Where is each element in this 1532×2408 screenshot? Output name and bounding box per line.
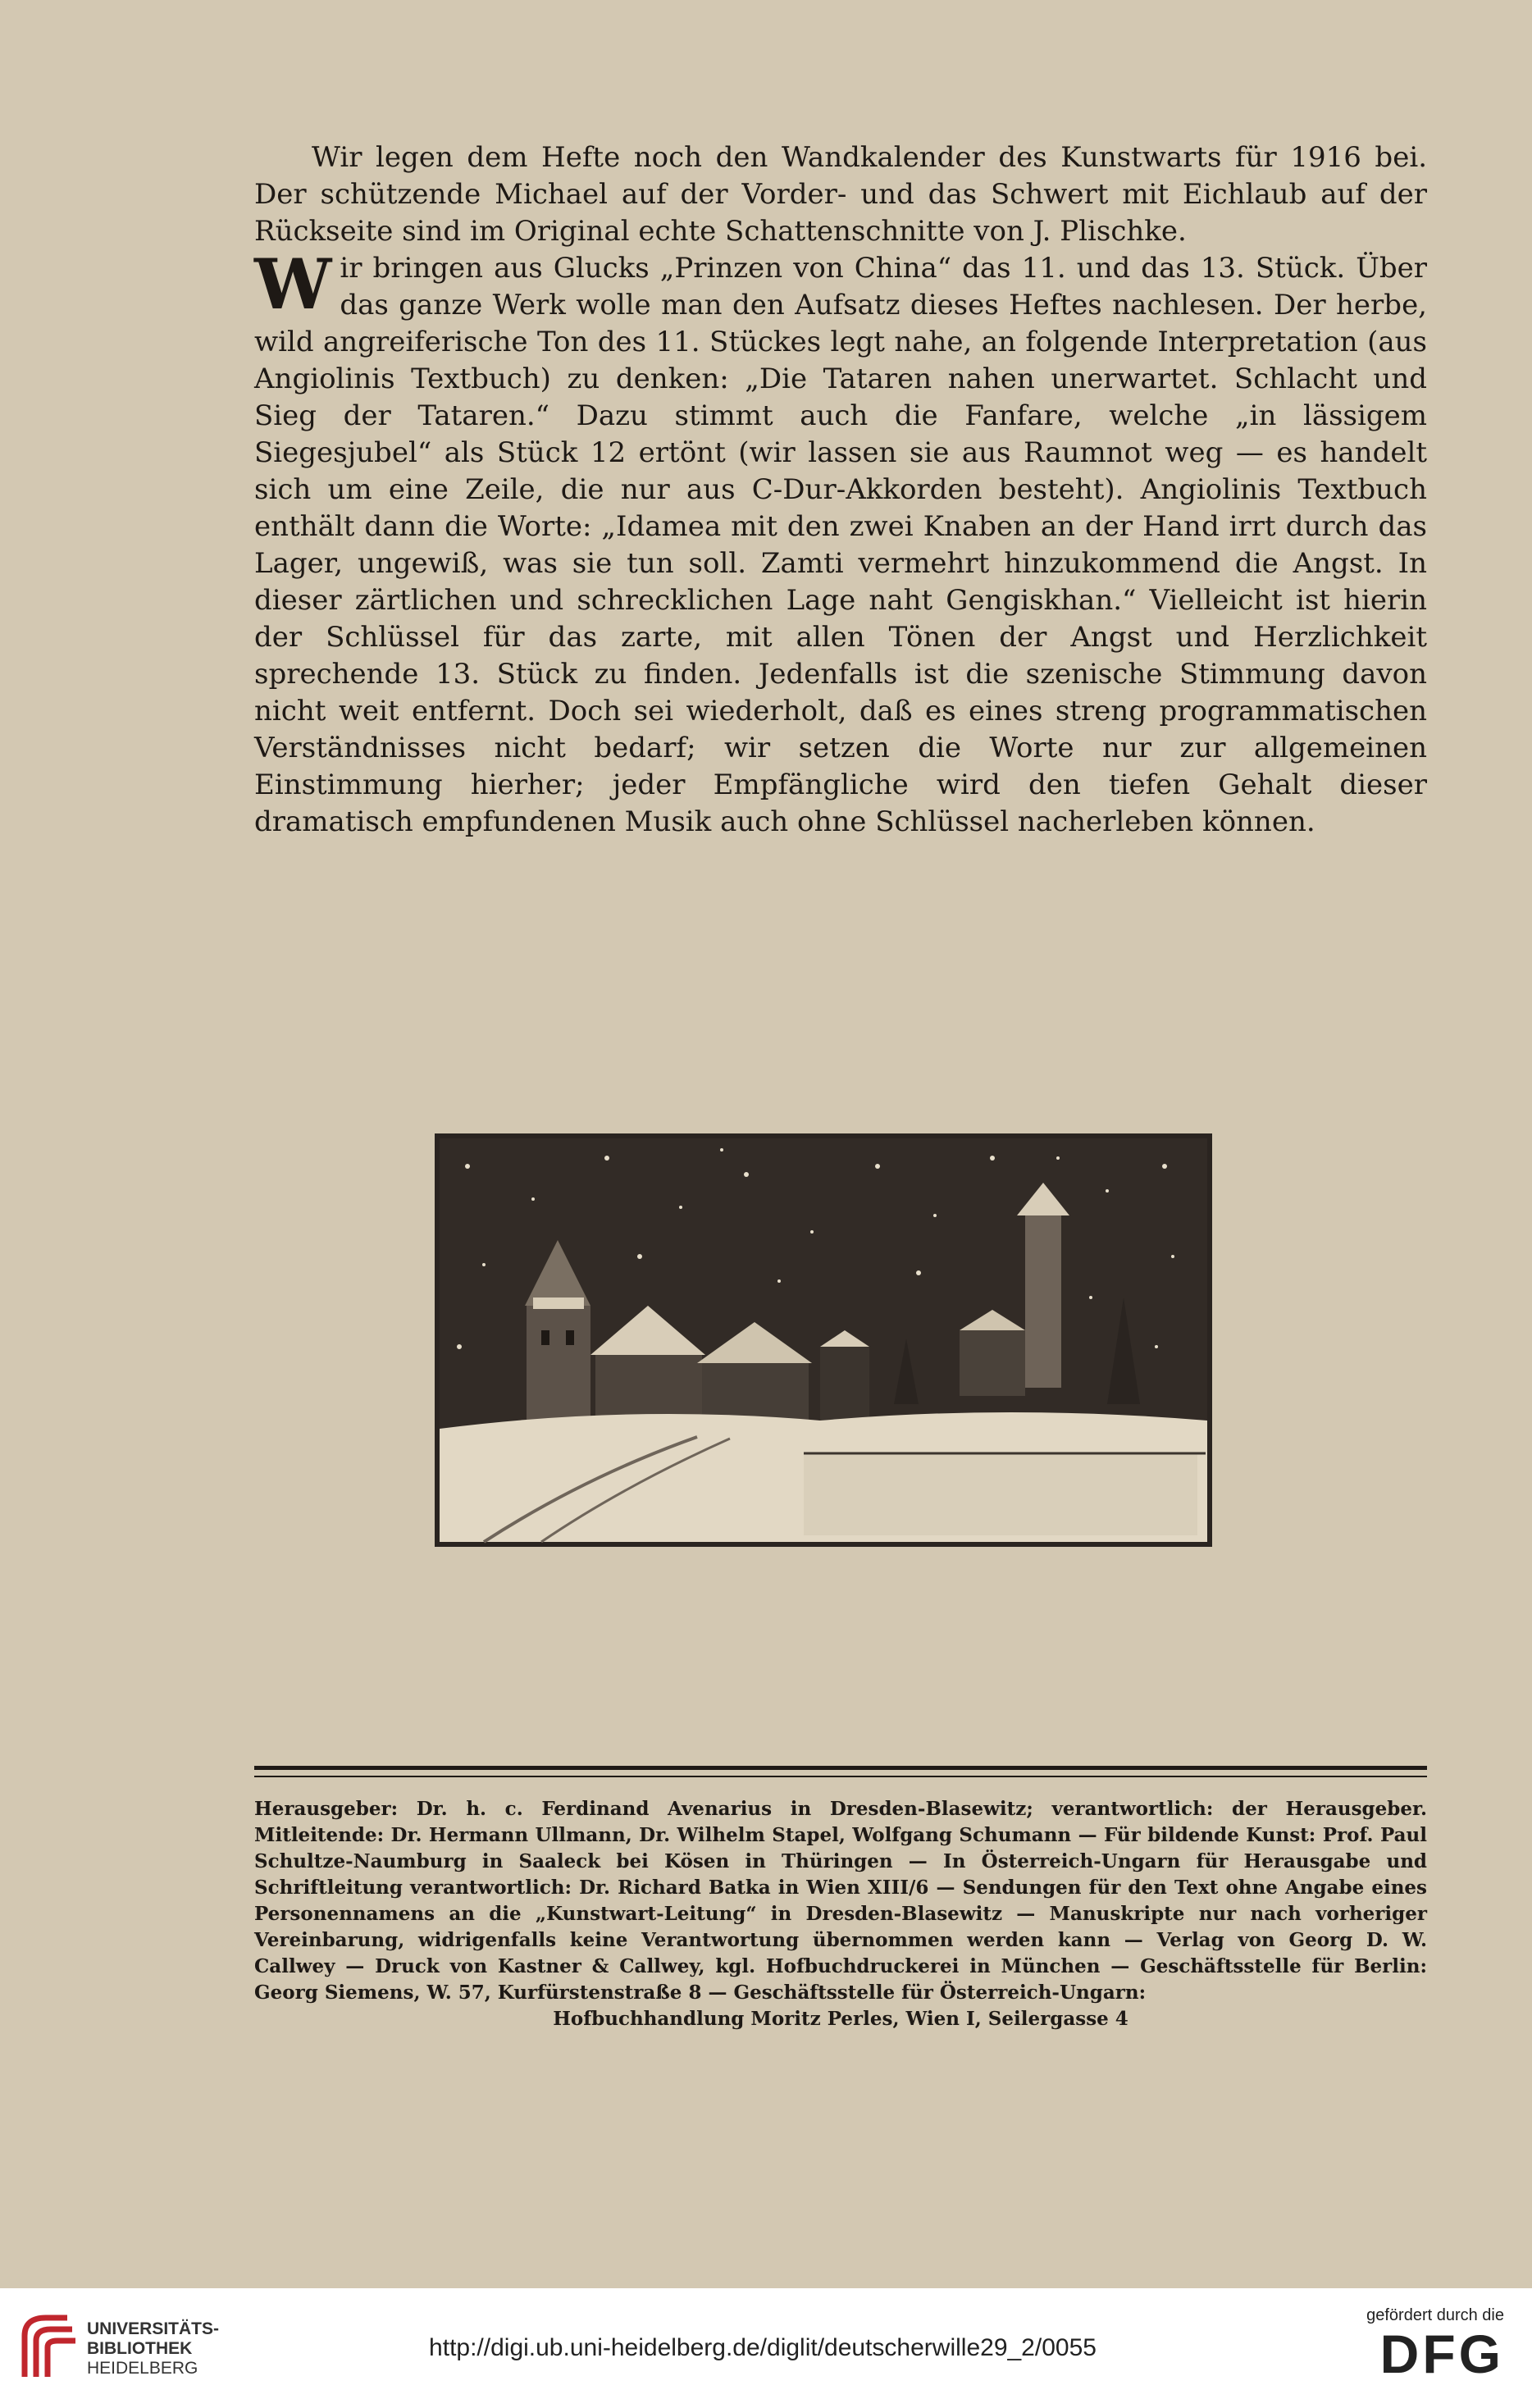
university-library-logo[interactable]: [18, 2303, 264, 2393]
library-name-line3: HEIDELBERG: [87, 2359, 198, 2378]
viewer-footer: [0, 2288, 1532, 2408]
library-name: [87, 2319, 219, 2378]
dfg-logo[interactable]: DFG: [1379, 2324, 1504, 2384]
sponsor-label: gefördert durch die: [1366, 2306, 1504, 2324]
paragraph-gluck: [254, 244, 1427, 841]
library-name-line2: BIBLIOTHEK: [87, 2339, 193, 2358]
library-name-line1: UNIVERSITÄTS-: [87, 2319, 220, 2338]
imprint: [254, 1796, 1427, 2032]
footer-rule-thick: [254, 1766, 1427, 1770]
winter-town-woodcut: [435, 1133, 1212, 1547]
paragraph-gluck-text: ir bringen aus Glucks „Prinzen von China“ das 11. und das 13. Stück. Über das ganze Werk wolle man den Aufsatz dieses Heftes nachlesen. Der herbe, wild angreiferische Ton des 11. Stückes legt nahe, an folgende Interpretation (aus Angiolinis Textbuch) zu denken: „Die Tataren nahen unerwartet. Schlacht und Sieg der Tataren.“ Dazu stimmt auch die Fanfare, welche „in lässigem Siegesjubel“ als Stück 12 ertönt (wir lassen sie aus Raumnot weg — es handelt sich um eine Zeile, die nur aus C-Dur-Akkorden besteht). Angiolinis Textbuch enthält dann die Worte: „Idamea mit den zwei Knaben an der Hand irrt durch das Lager, ungewiß, was sie tun soll. Zamti vermehrt hinzukommend die Angst. In dieser zärtlichen und schrecklichen Lage naht Gengiskhan.“ Vielleicht ist hierin der Schlüssel für das zarte, mit allen Tönen der Angst und Herzlichkeit sprechende 13. Stück zu finden. Jedenfalls ist die szenische Stimmung davon nicht weit entfernt. Doch sei wiederholt, daß es eines streng programmatischen Verständnisses nicht bedarf; wir setzen die Worte nur zur allgemeinen Einstimmung hierher; jeder Empfängliche wird den tiefen Gehalt dieser dramatisch empfundenen Musik auch ohne Schlüssel nacherleben können.: [254, 252, 1427, 838]
paragraph-calendar: Wir legen dem Hefte noch den Wandkalender des Kunstwarts für 1916 bei. Der schützende Michael auf der Vorder- und das Schwert mit Eichlaub auf der Rückseite sind im Original echte Schattenschnitte von J. Plischke.: [254, 141, 1427, 248]
article-text: [254, 139, 1427, 841]
imprint-text: Herausgeber: Dr. h. c. Ferdinand Avenarius in Dresden-Blasewitz; verantwortlich: der Herausgeber. Mitleitende: Dr. Hermann Ullmann, Dr. Wilhelm Stapel, Wolfgang Schumann — Für bildende Kunst: Prof. Paul Schultze-Naumburg in Saaleck bei Kösen in Thüringen — In Österreich-Ungarn für Herausgabe und Schriftleitung verantwortlich: Dr. Richard Batka in Wien XIII/6 — Sendungen für den Text ohne Angabe eines Personennamens an die „Kunstwart-Leitung“ in Dresden-Blasewitz — Manuskripte nur nach vorheriger Vereinbarung, widrigenfalls keine Verantwortung übernommen werden kann — Verlag von Georg D. W. Callwey — Druck von Kastner & Callwey, kgl. Hofbuchdruckerei in München — Geschäftsstelle für Berlin: Georg Siemens, W. 57, Kurfürstenstraße 8 — Geschäftsstelle für Österreich-Ungarn:: [254, 1798, 1427, 2004]
dfg-sponsor: [1324, 2306, 1504, 2383]
woodcut-image: [435, 1133, 1212, 1547]
imprint-last-line: Hofbuchhandlung Moritz Perles, Wien I, Seilergasse 4: [553, 2008, 1128, 2030]
permalink-url[interactable]: http://digi.ub.uni-heidelberg.de/diglit/deutscherwille29_2/0055: [429, 2334, 1097, 2361]
library-logo-icon: [18, 2311, 79, 2385]
footer-rule-thin: [254, 1776, 1427, 1777]
drop-cap: W: [254, 244, 332, 325]
